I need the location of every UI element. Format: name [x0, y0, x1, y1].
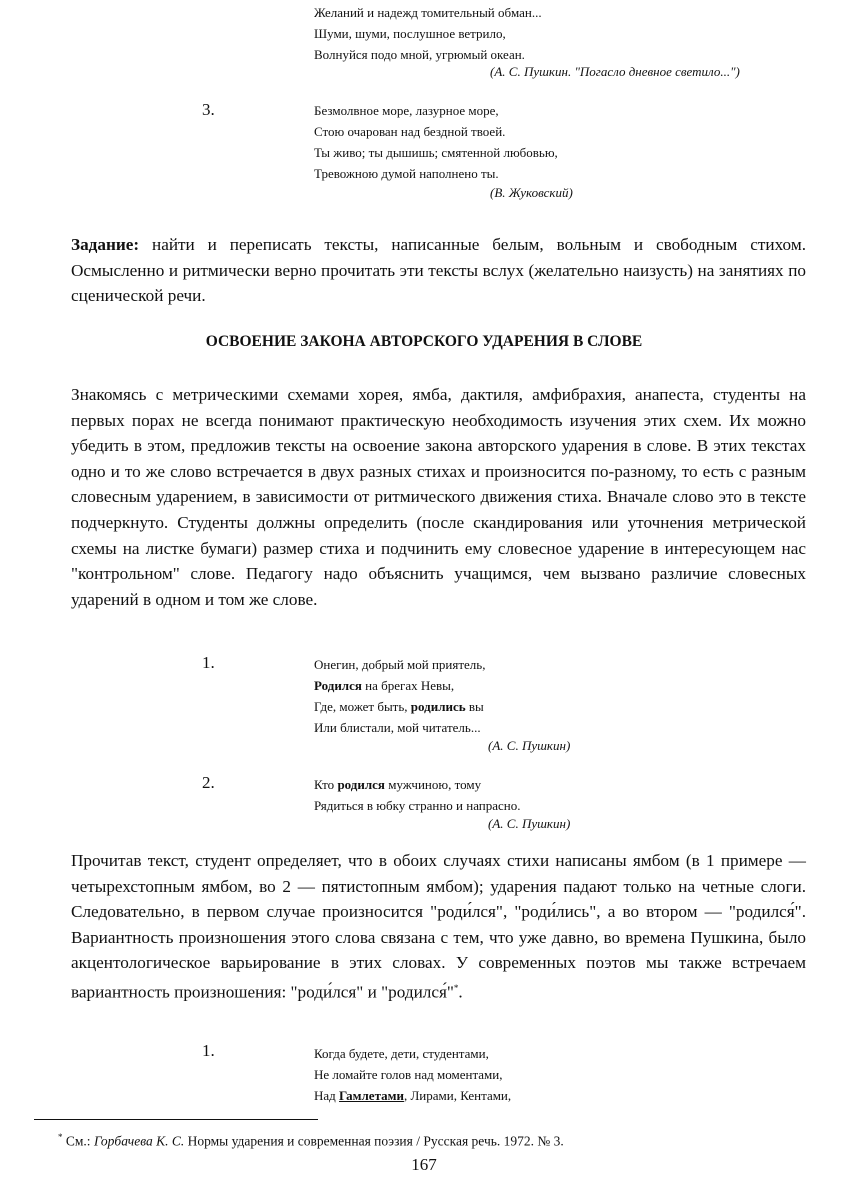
example-1-poem	[314, 654, 485, 738]
poem-line-start: Над	[314, 1088, 340, 1103]
footnote-divider	[34, 1119, 318, 1120]
footnote	[58, 1132, 564, 1150]
poem-line: Тревожною думой наполнено ты.	[314, 166, 499, 181]
footnote-text: Нормы ударения и современная поэзия / Русская речь. 1972. № 3.	[184, 1133, 564, 1149]
underlined-word: Гамлетами	[339, 1088, 404, 1103]
poem-line: Желаний и надежд томительный обман...	[314, 5, 542, 20]
poem-line: Когда будете, дети, студентами,	[314, 1046, 489, 1061]
footnote-author: Горбачева К. С.	[93, 1133, 185, 1149]
poem-line-start: Где, может быть,	[314, 699, 411, 714]
footnote-prefix: См.:	[62, 1133, 94, 1149]
example-number: 1.	[202, 653, 215, 672]
poem-3	[314, 100, 558, 184]
page-number: 167	[411, 1155, 437, 1174]
poem-top	[314, 2, 542, 65]
highlighted-word: Родился	[314, 678, 362, 693]
example-number: 1.	[202, 1041, 215, 1060]
poem-line: Не ломайте голов над моментами,	[314, 1067, 503, 1082]
example-number: 2.	[202, 773, 215, 792]
poem-line: Волнуйся подо мной, угрюмый океан.	[314, 47, 525, 62]
example-2-poem	[314, 774, 521, 816]
poem-line: Стою очарован над бездной твоей.	[314, 124, 506, 139]
poem-line: Шуми, шуми, послушное ветрило,	[314, 26, 506, 41]
task-text: найти и переписать тексты, написанные белым, вольным и свободным стихом. Осмысленно и ритмически верно прочитать эти тексты вслух (желательно наизусть) на занятиях по сценической речи.	[71, 235, 806, 306]
poem-line-end: мужчиною, тому	[384, 777, 482, 792]
paragraph-text: Прочитав текст, студент определяет, что в обоих случаях стихи написаны ямбом (в 1 примере — четырехстопным ямбом, во 2 — пятистопным ямбом); ударения падают только на четные слоги. Следовательно, в первом случае произносится "роди́лся", "роди́лись", а во втором — "родился́". Вариантность произношения этого слова связана с тем, что уже давно, во времена Пушкина, было акцентологическое варьирование в этих словах. У современных поэтов мы также встречаем вариантность произношения: "роди́лся" и "родился́"	[71, 851, 806, 1002]
body-paragraph: Знакомясь с метрическими схемами хорея, ямба, дактиля, амфибрахия, анапеста, студенты на первых порах не всегда понимают практическую необходимость изучения этих схем. Их можно убедить в этом, предложив тексты на освоение закона авторского ударения в слове. В этих текстах одно и то же слово встречается в двух разных стихах и произносится по-разному, то есть с разным словесным ударением, в зависимости от ритмического движения стиха. Вначале слово это в тексте подчеркнуто. Студенты должны определить (после скандирования или уточнения метрической схемы на листке бумаги) размер стиха и подчинить ему словесное ударение в интересующем нас "контрольном" слове. Педагогу надо объяснить учащимся, чем вызвано различие словесных ударений в одном и том же слове.	[71, 385, 806, 609]
body-paragraph	[71, 848, 806, 1005]
poem-attribution: (В. Жуковский)	[490, 185, 573, 200]
poem-line	[314, 774, 521, 795]
poem-line-start: Кто	[314, 777, 338, 792]
example-3-poem	[314, 1043, 511, 1106]
task-paragraph	[71, 232, 806, 309]
poem-attribution: (А. С. Пушкин)	[488, 816, 571, 831]
poem-line-end: , Лирами, Кентами,	[403, 1088, 512, 1103]
poem-attribution: (А. С. Пушкин)	[488, 738, 571, 753]
highlighted-word: родились	[410, 699, 466, 714]
poem-line	[314, 696, 485, 717]
footnote-mark: *	[58, 1132, 63, 1142]
poem-line: Онегин, добрый мой приятель,	[314, 657, 486, 672]
poem-line-rest: на брегах Невы,	[361, 678, 455, 693]
poem-line: Или блистали, мой читатель...	[314, 720, 481, 735]
poem-line	[314, 1085, 511, 1106]
poem-line-end: вы	[465, 699, 484, 714]
highlighted-word: родился	[337, 777, 385, 792]
section-heading: ОСВОЕНИЕ ЗАКОНА АВТОРСКОГО УДАРЕНИЯ В СЛОВЕ	[205, 333, 643, 350]
paragraph-text-end: .	[458, 982, 463, 1002]
poem-number: 3.	[202, 100, 215, 119]
task-label: Задание:	[71, 235, 140, 254]
poem-line: Безмолвное море, лазурное море,	[314, 103, 499, 118]
poem-line: Рядиться в юбку странно и напрасно.	[314, 798, 521, 813]
poem-line: Ты живо; ты дышишь; смятенной любовью,	[314, 145, 558, 160]
poem-attribution: (А. С. Пушкин. "Погасло дневное светило...")	[490, 64, 740, 79]
poem-line	[314, 675, 485, 696]
footnote-mark: *	[453, 982, 459, 993]
